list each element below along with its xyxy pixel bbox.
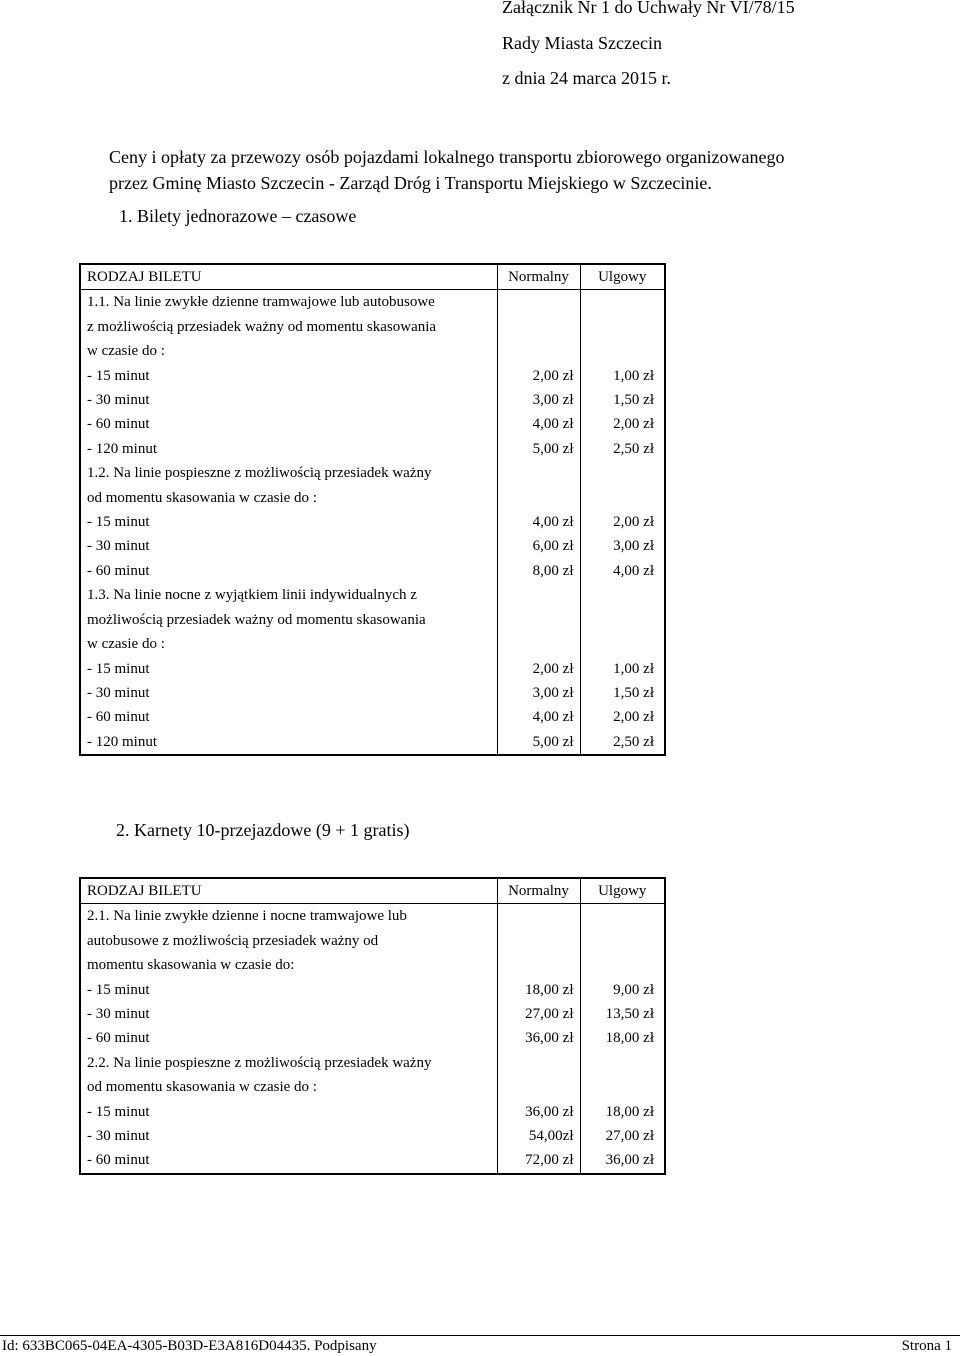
reduced-price xyxy=(580,339,665,363)
normal-price: 72,00 zł xyxy=(497,1148,580,1173)
reduced-price-header: Ulgowy xyxy=(580,878,665,904)
normal-price: 5,00 zł xyxy=(497,730,580,755)
ticket-description: od momentu skasowania w czasie do : xyxy=(80,486,497,510)
table-row xyxy=(80,1124,665,1148)
table-row xyxy=(80,364,665,388)
normal-price: 3,00 zł xyxy=(497,681,580,705)
ticket-description: 2.1. Na linie zwykłe dzienne i nocne tramwajowe lub xyxy=(80,904,497,929)
ticket-description: - 15 minut xyxy=(80,364,497,388)
normal-price: 2,00 zł xyxy=(497,657,580,681)
table-row xyxy=(80,559,665,583)
reduced-price xyxy=(580,1051,665,1075)
ten-ride-pass-price-table xyxy=(79,877,666,1175)
table-row xyxy=(80,1026,665,1050)
attachment-number: Załącznik Nr 1 do Uchwały Nr VI/78/15 xyxy=(502,0,795,17)
normal-price xyxy=(497,290,580,315)
ticket-type-header: RODZAJ BILETU xyxy=(80,878,497,904)
ticket-description: - 15 minut xyxy=(80,657,497,681)
reduced-price: 2,50 zł xyxy=(580,437,665,461)
reduced-price xyxy=(580,1075,665,1099)
council-name: Rady Miasta Szczecin xyxy=(502,33,662,53)
ticket-description: - 60 minut xyxy=(80,1148,497,1173)
ticket-description: - 30 minut xyxy=(80,388,497,412)
table-row xyxy=(80,339,665,363)
table-row xyxy=(80,1075,665,1099)
normal-price: 4,00 zł xyxy=(497,705,580,729)
normal-price-header: Normalny xyxy=(497,264,580,290)
reduced-price: 36,00 zł xyxy=(580,1148,665,1173)
normal-price: 8,00 zł xyxy=(497,559,580,583)
normal-price xyxy=(497,339,580,363)
normal-price: 27,00 zł xyxy=(497,1002,580,1026)
table-row xyxy=(80,904,665,929)
table-row xyxy=(80,534,665,558)
reduced-price: 2,00 zł xyxy=(580,510,665,534)
ticket-description: - 60 minut xyxy=(80,412,497,436)
normal-price: 2,00 zł xyxy=(497,364,580,388)
reduced-price: 2,50 zł xyxy=(580,730,665,755)
table-row xyxy=(80,953,665,977)
ticket-description: - 30 minut xyxy=(80,681,497,705)
table-row xyxy=(80,1051,665,1075)
normal-price xyxy=(497,461,580,485)
normal-price xyxy=(497,953,580,977)
table-row xyxy=(80,632,665,656)
ticket-description: momentu skasowania w czasie do: xyxy=(80,953,497,977)
ticket-description: 1.3. Na linie nocne z wyjątkiem linii indywidualnych z xyxy=(80,583,497,607)
page-footer xyxy=(0,1335,960,1356)
normal-price: 18,00 zł xyxy=(497,978,580,1002)
ticket-description: możliwością przesiadek ważny od momentu skasowania xyxy=(80,608,497,632)
reduced-price: 1,50 zł xyxy=(580,388,665,412)
table-row xyxy=(80,657,665,681)
reduced-price xyxy=(580,583,665,607)
normal-price: 36,00 zł xyxy=(497,1100,580,1124)
normal-price xyxy=(497,608,580,632)
normal-price xyxy=(497,583,580,607)
ticket-description: z możliwością przesiadek ważny od momentu skasowania xyxy=(80,315,497,339)
table-row xyxy=(80,388,665,412)
reduced-price xyxy=(580,632,665,656)
ticket-description: - 60 minut xyxy=(80,705,497,729)
table-row xyxy=(80,978,665,1002)
ticket-description: - 15 minut xyxy=(80,510,497,534)
reduced-price xyxy=(580,953,665,977)
table-header-row xyxy=(80,878,665,904)
document-title-line2: przez Gminę Miasto Szczecin - Zarząd Dróg i Transportu Miejskiego w Szczecinie. xyxy=(109,173,712,193)
ticket-description: autobusowe z możliwością przesiadek ważny od xyxy=(80,929,497,953)
reduced-price: 1,50 zł xyxy=(580,681,665,705)
reduced-price: 1,00 zł xyxy=(580,364,665,388)
table-row xyxy=(80,1148,665,1173)
reduced-price xyxy=(580,486,665,510)
document-id: Id: 633BC065-04EA-4305-B03D-E3A816D04435. Podpisany xyxy=(2,1338,377,1354)
normal-price-header: Normalny xyxy=(497,878,580,904)
ticket-description: - 120 minut xyxy=(80,730,497,755)
reduced-price: 3,00 zł xyxy=(580,534,665,558)
normal-price xyxy=(497,929,580,953)
table-row xyxy=(80,486,665,510)
reduced-price-header: Ulgowy xyxy=(580,264,665,290)
ticket-type-header: RODZAJ BILETU xyxy=(80,264,497,290)
table-row xyxy=(80,608,665,632)
reduced-price: 27,00 zł xyxy=(580,1124,665,1148)
table-row xyxy=(80,681,665,705)
ticket-description: - 15 minut xyxy=(80,978,497,1002)
table-header-row xyxy=(80,264,665,290)
ticket-description: - 30 minut xyxy=(80,1124,497,1148)
reduced-price xyxy=(580,904,665,929)
table-row xyxy=(80,315,665,339)
section1-heading: 1. Bilety jednorazowe – czasowe xyxy=(119,206,357,226)
table-row xyxy=(80,929,665,953)
ticket-description: - 60 minut xyxy=(80,1026,497,1050)
page-number: Strona 1 xyxy=(901,1338,952,1354)
reduced-price: 4,00 zł xyxy=(580,559,665,583)
normal-price xyxy=(497,904,580,929)
ticket-description: - 60 minut xyxy=(80,559,497,583)
ticket-description: w czasie do : xyxy=(80,632,497,656)
reduced-price: 18,00 zł xyxy=(580,1100,665,1124)
ticket-description: 1.2. Na linie pospieszne z możliwością przesiadek ważny xyxy=(80,461,497,485)
normal-price xyxy=(497,1075,580,1099)
table-row xyxy=(80,1002,665,1026)
table-row xyxy=(80,1100,665,1124)
ticket-description: - 15 minut xyxy=(80,1100,497,1124)
ticket-description: od momentu skasowania w czasie do : xyxy=(80,1075,497,1099)
normal-price: 6,00 zł xyxy=(497,534,580,558)
normal-price: 5,00 zł xyxy=(497,437,580,461)
reduced-price xyxy=(580,929,665,953)
table-row xyxy=(80,437,665,461)
normal-price xyxy=(497,315,580,339)
reduced-price xyxy=(580,290,665,315)
reduced-price xyxy=(580,461,665,485)
table-row xyxy=(80,510,665,534)
normal-price xyxy=(497,632,580,656)
resolution-date: z dnia 24 marca 2015 r. xyxy=(502,68,671,88)
reduced-price: 13,50 zł xyxy=(580,1002,665,1026)
reduced-price xyxy=(580,315,665,339)
ticket-description: 2.2. Na linie pospieszne z możliwością przesiadek ważny xyxy=(80,1051,497,1075)
reduced-price: 2,00 zł xyxy=(580,705,665,729)
ticket-description: - 120 minut xyxy=(80,437,497,461)
reduced-price: 2,00 zł xyxy=(580,412,665,436)
reduced-price: 9,00 zł xyxy=(580,978,665,1002)
normal-price: 54,00zł xyxy=(497,1124,580,1148)
ticket-description: 1.1. Na linie zwykłe dzienne tramwajowe lub autobusowe xyxy=(80,290,497,315)
table-row xyxy=(80,730,665,755)
single-ticket-price-table xyxy=(79,263,666,756)
reduced-price: 18,00 zł xyxy=(580,1026,665,1050)
normal-price xyxy=(497,1051,580,1075)
table-row xyxy=(80,412,665,436)
ticket-description: w czasie do : xyxy=(80,339,497,363)
normal-price: 3,00 zł xyxy=(497,388,580,412)
reduced-price xyxy=(580,608,665,632)
reduced-price: 1,00 zł xyxy=(580,657,665,681)
normal-price: 4,00 zł xyxy=(497,510,580,534)
document-title-line1: Ceny i opłaty za przewozy osób pojazdami lokalnego transportu zbiorowego organizowanego xyxy=(109,147,785,167)
section2-heading: 2. Karnety 10-przejazdowe (9 + 1 gratis) xyxy=(116,820,410,840)
normal-price: 4,00 zł xyxy=(497,412,580,436)
table-row xyxy=(80,290,665,315)
normal-price xyxy=(497,486,580,510)
table-row xyxy=(80,583,665,607)
ticket-description: - 30 minut xyxy=(80,534,497,558)
normal-price: 36,00 zł xyxy=(497,1026,580,1050)
ticket-description: - 30 minut xyxy=(80,1002,497,1026)
table-row xyxy=(80,705,665,729)
table-row xyxy=(80,461,665,485)
